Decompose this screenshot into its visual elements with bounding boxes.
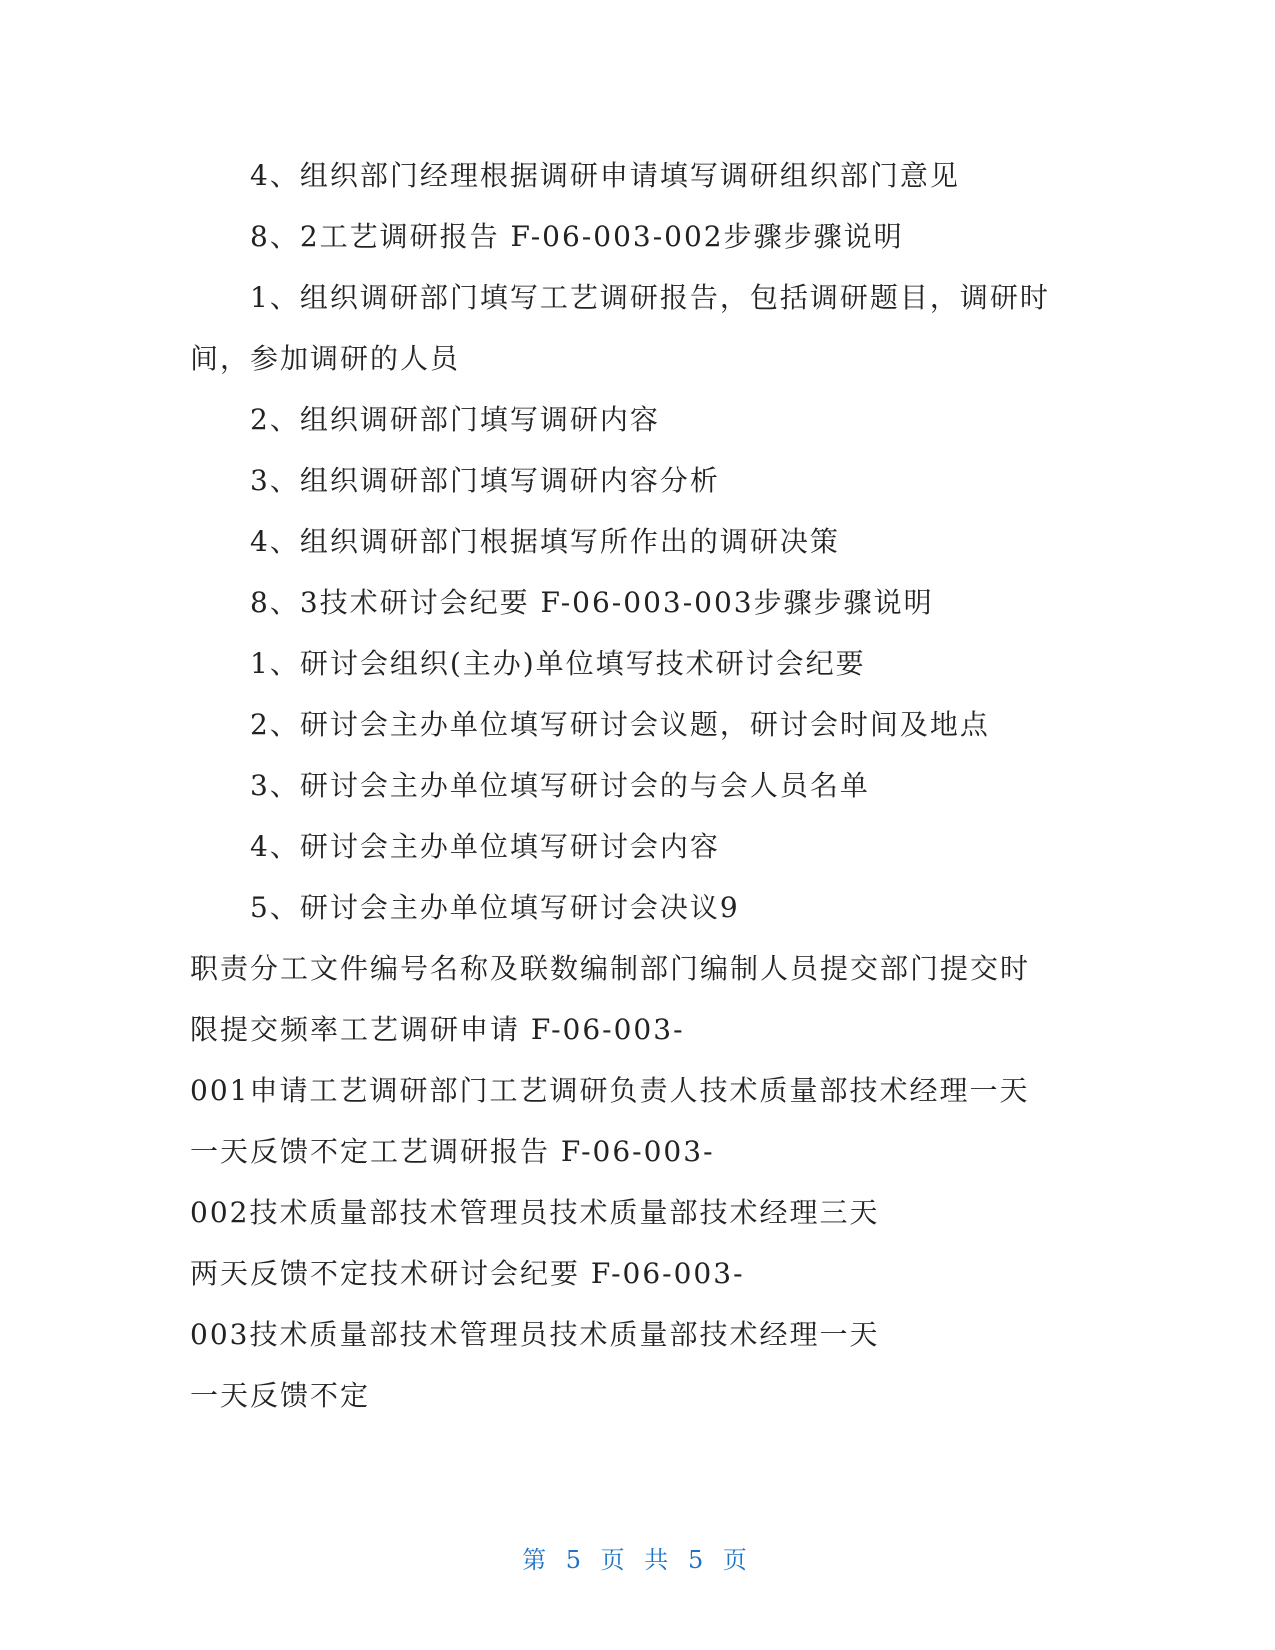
page-number-footer: 第 5 页 共 5 页: [522, 1546, 753, 1574]
table-text-line: 002技术质量部技术管理员技术质量部技术经理三天: [190, 1196, 880, 1229]
body-line: 4、研讨会主办单位填写研讨会内容: [250, 830, 720, 863]
table-text-line: 003技术质量部技术管理员技术质量部技术经理一天: [190, 1318, 880, 1351]
body-line: 间，参加调研的人员: [190, 342, 461, 375]
body-line: 4、组织调研部门根据填写所作出的调研决策: [250, 525, 840, 558]
table-text-line: 001申请工艺调研部门工艺调研负责人技术质量部技术经理一天: [190, 1074, 1030, 1107]
table-text-line: 一天反馈不定: [190, 1379, 371, 1412]
body-line: 1、研讨会组织(主办)单位填写技术研讨会纪要: [250, 647, 866, 680]
table-text-line: 职责分工文件编号名称及联数编制部门编制人员提交部门提交时: [190, 952, 1031, 985]
body-line: 1、组织调研部门填写工艺调研报告，包括调研题目，调研时: [250, 281, 1050, 314]
table-text-line: 限提交频率工艺调研申请 F-06-003-: [190, 1013, 685, 1046]
body-line: 5、研讨会主办单位填写研讨会决议9: [250, 891, 740, 924]
section-heading: 8、3技术研讨会纪要 F-06-003-003步骤步骤说明: [250, 586, 934, 619]
table-text-line: 一天反馈不定工艺调研报告 F-06-003-: [190, 1135, 715, 1168]
body-line: 3、组织调研部门填写调研内容分析: [250, 464, 720, 497]
body-line: 4、组织部门经理根据调研申请填写调研组织部门意见: [250, 159, 960, 192]
table-text-line: 两天反馈不定技术研讨会纪要 F-06-003-: [190, 1257, 745, 1290]
section-heading: 8、2工艺调研报告 F-06-003-002步骤步骤说明: [250, 220, 904, 253]
document-body: [190, 145, 1090, 1426]
body-line: 3、研讨会主办单位填写研讨会的与会人员名单: [250, 769, 870, 802]
body-line: 2、组织调研部门填写调研内容: [250, 403, 660, 436]
body-line: 2、研讨会主办单位填写研讨会议题，研讨会时间及地点: [250, 708, 990, 741]
